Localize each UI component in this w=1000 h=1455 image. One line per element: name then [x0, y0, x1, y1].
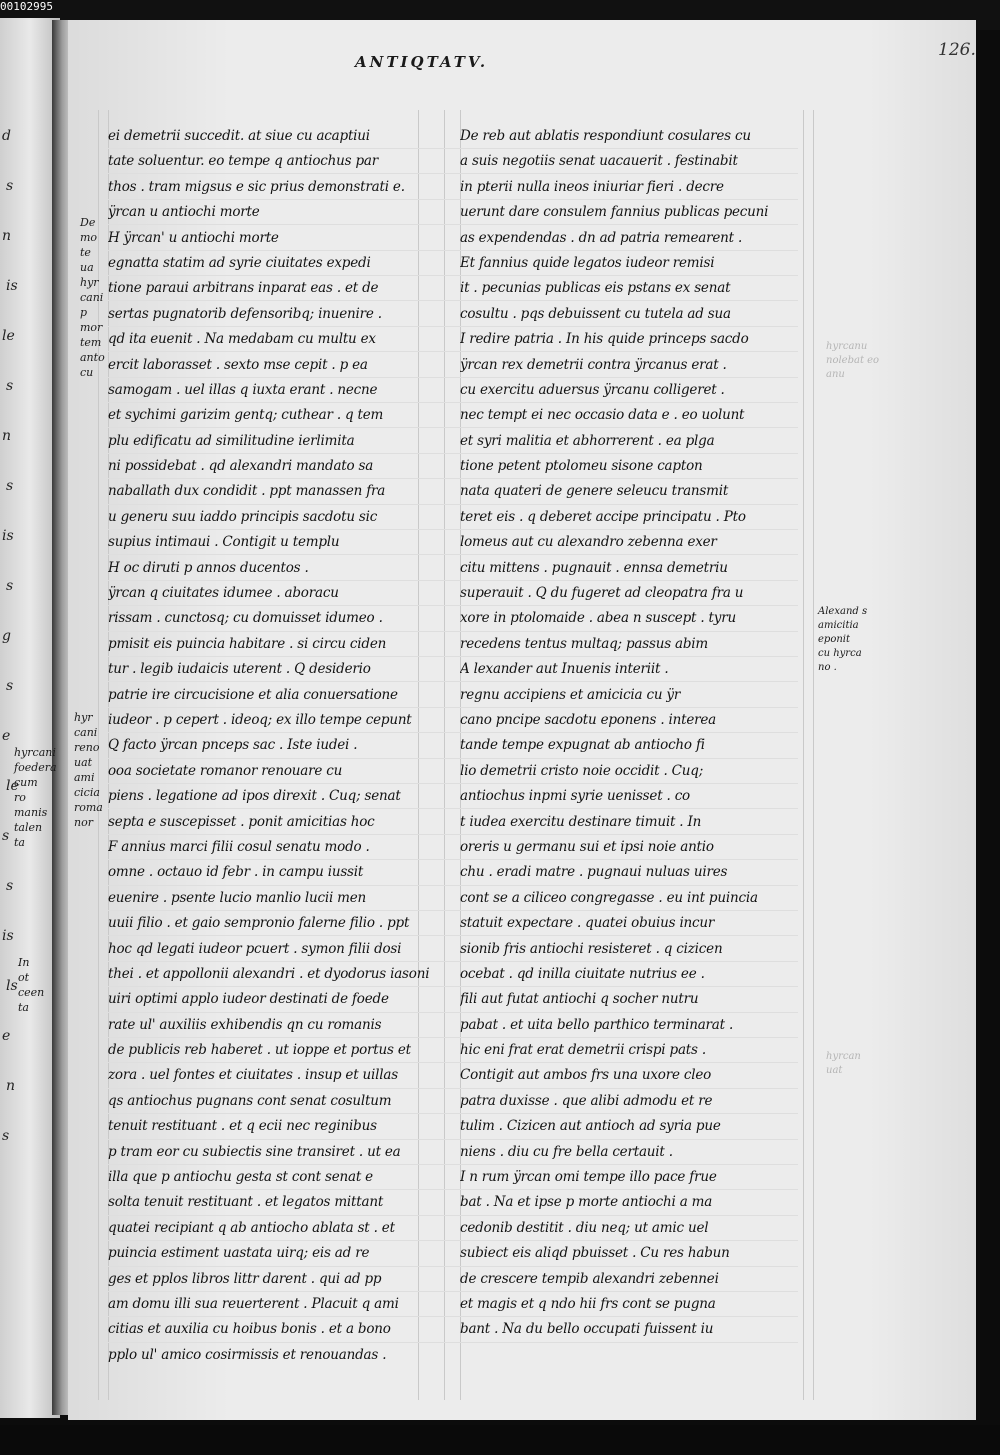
- marginal-note-faint-2: [826, 1050, 861, 1078]
- marginal-note-line: roma: [74, 801, 103, 814]
- text-line: H ÿrcan' u antiochi morte: [108, 229, 279, 246]
- text-line: p tram eor cu subiectis sine transiret . ut ea: [108, 1143, 401, 1160]
- text-line: plu edificatu ad similitudine ierlimita: [108, 432, 355, 449]
- marginal-note-line: ceen: [18, 986, 45, 999]
- text-line: thei . et appollonii alexandri . et dyodorus iasoni: [108, 965, 430, 982]
- text-line: niens . diu cu fre bella certauit .: [460, 1143, 673, 1160]
- marginal-note-line: te: [80, 246, 91, 259]
- text-line: rissam . cunctosq; cu domuisset idumeo .: [108, 610, 383, 627]
- left-page-fragment: s: [6, 178, 14, 194]
- marginal-note-line: manis: [14, 806, 48, 819]
- text-line: statuit expectare . quatei obuius incur: [460, 915, 715, 932]
- left-page-fragment: s: [6, 478, 14, 494]
- text-line: tione petent ptolomeu sisone capton: [460, 458, 703, 475]
- left-page-fragment: s: [2, 1128, 10, 1144]
- left-page-fragment: s: [6, 378, 14, 394]
- text-line: tenuit restituant . et q ecii nec reginibus: [108, 1118, 377, 1135]
- marginal-note-line: hyrcanu: [826, 341, 868, 352]
- left-page-fragment: s: [6, 578, 14, 594]
- text-line: rate ul' auxiliis exhibendis qn cu romanis: [108, 1016, 382, 1033]
- marginal-note-line: cu: [80, 366, 94, 379]
- left-page-fragment: s: [6, 678, 14, 694]
- text-line: ÿrcan q ciuitates idumee . aboracu: [108, 585, 339, 602]
- text-column-right: [460, 124, 800, 1343]
- text-line: lomeus aut cu alexandro zebenna exer: [460, 534, 717, 551]
- left-page-fragment: n: [6, 1078, 16, 1094]
- left-page-fragment: le: [2, 328, 15, 344]
- text-line: tione paraui arbitrans inparat eas . et de: [108, 280, 379, 297]
- text-line: t iudea exercitu destinare timuit . In: [460, 813, 702, 830]
- text-line: subiect eis aliqd pbuisset . Cu res habun: [460, 1245, 730, 1262]
- text-line: patrie ire circucisione et alia conuersatione: [108, 686, 398, 703]
- marginal-note-line: ta: [14, 836, 25, 849]
- text-line: et sychimi garizim gentq; cuthear . q tem: [108, 407, 384, 424]
- marginal-note-line: nolebat eo: [826, 355, 880, 366]
- text-line: Et fannius quide legatos iudeor remisi: [460, 254, 715, 271]
- text-line: et syri malitia et abhorrerent . ea plga: [460, 432, 715, 449]
- text-line: chu . eradi matre . pugnaui nuluas uires: [460, 864, 728, 881]
- text-line: nec tempt ei nec occasio data e . eo uolunt: [460, 407, 745, 424]
- text-line: euenire . psente lucio manlio lucii men: [108, 889, 367, 906]
- left-page-fragment: s: [2, 828, 10, 844]
- text-line: uerunt dare consulem fannius publicas pecuni: [460, 204, 769, 221]
- marginal-note-line: Alexand s: [818, 606, 868, 617]
- text-line: pmisit eis puincia habitare . si circu ciden: [108, 635, 387, 652]
- left-page-edge: [0, 18, 60, 1418]
- text-line: iudeor . p cepert . ideoq; ex illo tempe cepunt: [108, 711, 412, 728]
- text-line: cu exercitu aduersus ÿrcanu colligeret .: [460, 381, 725, 398]
- marginal-note-line: anto: [80, 351, 105, 364]
- left-page-fragment: s: [6, 878, 14, 894]
- text-line: F annius marci filii cosul senatu modo .: [108, 838, 370, 855]
- text-line: ocebat . qd inilla ciuitate nutrius ee .: [460, 965, 705, 982]
- marginal-note-line: De: [80, 216, 96, 229]
- text-line: illa que p antiochu gesta st cont senat e: [108, 1169, 373, 1186]
- left-page-note-1: [14, 745, 57, 850]
- marginal-note-line: uat: [826, 1065, 843, 1076]
- marginal-note-line: ami: [74, 771, 95, 784]
- marginal-note-line: anu: [826, 369, 845, 380]
- text-column-left: [108, 124, 438, 1368]
- left-page-fragment: le: [6, 778, 19, 794]
- marginal-note-line: cu hyrca: [818, 648, 862, 659]
- marginal-note-line: eponit: [818, 634, 850, 645]
- text-line: de crescere tempib alexandri zebennei: [460, 1270, 719, 1287]
- text-line: tulim . Cizicen aut antioch ad syria pue: [460, 1118, 721, 1135]
- text-line: de publicis reb haberet . ut ioppe et portus et: [108, 1042, 411, 1059]
- marginal-note-line: foedera: [14, 761, 57, 774]
- text-line: sertas pugnatorib defensoribq; inuenire .: [108, 305, 382, 322]
- text-line: qs antiochus pugnans cont senat cosultum: [108, 1092, 392, 1109]
- text-line: as expendendas . dn ad patria remearent .: [460, 229, 743, 246]
- ruling-line: [444, 110, 445, 1400]
- text-line: it . pecunias publicas eis pstans ex senat: [460, 280, 731, 297]
- text-line: quatei recipiant q ab antiocho ablata st . et: [108, 1219, 395, 1236]
- text-line: septa e suscepisset . ponit amicitias hoc: [108, 813, 375, 830]
- text-line: pplo ul' amico cosirmissis et renouandas .: [108, 1346, 387, 1363]
- left-page-fragment: g: [2, 628, 11, 644]
- left-page-fragment: d: [2, 128, 11, 144]
- text-line: qd ita euenit . Na medabam cu multu ex: [108, 331, 376, 348]
- marginal-note-line: nor: [74, 816, 93, 829]
- text-line: supius intimaui . Contigit u templu: [108, 534, 340, 551]
- left-page-fragment: is: [2, 928, 14, 944]
- text-line: I redire patria . In his quide princeps sacdo: [460, 331, 749, 348]
- text-line: sionib fris antiochi resisteret . q cizicen: [460, 940, 723, 957]
- text-line: teret eis . q deberet accipe principatu . Pto: [460, 508, 746, 525]
- left-page-fragment: n: [2, 228, 12, 244]
- marginal-note-faint: [826, 340, 879, 382]
- text-line: uuii filio . et gaio sempronio falerne filio . ppt: [108, 915, 410, 932]
- folio-number: 126.: [938, 40, 976, 60]
- text-line: fili aut futat antiochi q socher nutru: [460, 991, 699, 1008]
- text-line: egnatta statim ad syrie ciuitates expedi: [108, 254, 371, 271]
- marginal-note-line: hyr: [74, 711, 93, 724]
- text-line: regnu accipiens et amicicia cu ÿr: [460, 686, 681, 703]
- left-page-fragment: e: [2, 728, 11, 744]
- left-page-fragment: n: [2, 428, 12, 444]
- marginal-note-line: hyrcan: [826, 1051, 861, 1062]
- left-page-fragment: is: [2, 528, 14, 544]
- text-line: tande tempe expugnat ab antiocho fi: [460, 737, 705, 754]
- text-line: De reb aut ablatis respondiunt cosulares cu: [460, 128, 751, 144]
- text-line: antiochus inpmi syrie uenisset . co: [460, 788, 690, 805]
- text-line: samogam . uel illas q iuxta erant . necne: [108, 381, 378, 398]
- marginal-note-line: ro: [14, 791, 26, 804]
- text-line: cedonib destitit . diu neq; ut amic uel: [460, 1219, 709, 1236]
- marginal-note-left-2: [74, 710, 103, 830]
- text-line: citias et auxilia cu hoibus bonis . et a bono: [108, 1321, 391, 1338]
- marginal-note-left-1: [80, 215, 105, 380]
- text-line: puincia estiment uastata uirq; eis ad re: [108, 1245, 370, 1262]
- text-line: ÿrcan u antiochi morte: [108, 204, 260, 221]
- marginal-note-line: amicitia: [818, 620, 859, 631]
- text-line: pabat . et uita bello parthico terminarat .: [460, 1016, 734, 1033]
- marginal-note-line: cani: [74, 726, 98, 739]
- text-line: ercit laborasset . sexto mse cepit . p ea: [108, 356, 368, 373]
- marginal-note-line: mor: [80, 321, 103, 334]
- ruling-line: [813, 110, 814, 1400]
- text-line: ooa societate romanor renouare cu: [108, 762, 343, 779]
- text-line: I n rum ÿrcan omi tempe illo pace frue: [460, 1169, 717, 1186]
- left-page-fragment: ls: [6, 978, 18, 994]
- text-line: ei demetrii succedit. at siue cu acaptiui: [108, 128, 370, 144]
- scan-id-label: 00102995: [0, 0, 53, 13]
- text-line: ÿrcan rex demetrii contra ÿrcanus erat .: [460, 356, 727, 373]
- marginal-note-line: tem: [80, 336, 102, 349]
- marginal-note-line: cum: [14, 776, 38, 789]
- text-line: xore in ptolomaide . abea n suscept . tyru: [460, 610, 736, 627]
- text-line: tate soluentur. eo tempe q antiochus par: [108, 153, 379, 170]
- marginal-note-line: no .: [818, 662, 837, 673]
- text-line: lio demetrii cristo noie occidit . Cuq;: [460, 762, 704, 779]
- text-line: et magis et q ndo hii frs cont se pugna: [460, 1295, 716, 1312]
- marginal-note-line: ta: [18, 1001, 29, 1014]
- text-line: bat . Na et ipse p morte antiochi a ma: [460, 1194, 713, 1211]
- ruling-line: [803, 110, 804, 1400]
- marginal-note-line: In: [18, 956, 30, 969]
- text-line: tur . legib iudaicis uterent . Q desiderio: [108, 661, 371, 678]
- text-line: piens . legatione ad ipos direxit . Cuq; senat: [108, 788, 401, 805]
- text-line: a suis negotiis senat uacauerit . festinabit: [460, 153, 738, 170]
- text-line: cont se a ciliceo congregasse . eu int puincia: [460, 889, 758, 906]
- text-line: oreris u germanu sui et ipsi noie antio: [460, 838, 714, 855]
- scan-bottom-edge: [0, 1425, 1000, 1455]
- marginal-note-line: p: [80, 306, 88, 319]
- marginal-note-line: mo: [80, 231, 98, 244]
- text-line: solta tenuit restituant . et legatos mittant: [108, 1194, 384, 1211]
- text-line: uiri optimi applo iudeor destinati de foede: [108, 991, 389, 1008]
- text-line: zora . uel fontes et ciuitates . insup et uillas: [108, 1067, 398, 1084]
- text-line: cosultu . pqs debuissent cu tutela ad sua: [460, 305, 731, 322]
- left-page-fragment: e: [2, 1028, 11, 1044]
- running-head: ANTIQTATV.: [355, 53, 489, 71]
- marginal-note-line: ot: [18, 971, 30, 984]
- marginal-note-line: cani: [80, 291, 104, 304]
- marginal-note-line: hyrcani: [14, 746, 56, 759]
- text-line: superauit . Q du fugeret ad cleopatra fra u: [460, 585, 744, 602]
- text-line: thos . tram migsus e sic prius demonstrati e.: [108, 178, 405, 195]
- left-page-note-2: [18, 955, 44, 1015]
- marginal-note-line: uat: [74, 756, 93, 769]
- text-line: hoc qd legati iudeor pcuert . symon filii dosi: [108, 940, 402, 957]
- text-line: Q facto ÿrcan pnceps sac . Iste iudei .: [108, 737, 358, 754]
- text-line: am domu illi sua reuerterent . Placuit q ami: [108, 1295, 399, 1312]
- text-line: recedens tentus multaq; passus abim: [460, 635, 709, 652]
- text-line: nata quateri de genere seleucu transmit: [460, 483, 729, 500]
- marginal-note-line: talen: [14, 821, 43, 834]
- text-line: u generu suu iaddo principis sacdotu sic: [108, 508, 378, 525]
- text-line: A lexander aut Inuenis interiit .: [460, 661, 669, 678]
- marginal-note-line: reno: [74, 741, 100, 754]
- text-line: omne . octauo id febr . in campu iussit: [108, 864, 364, 881]
- text-line: ges et pplos libros littr darent . qui ad pp: [108, 1270, 382, 1287]
- text-line: citu mittens . pugnauit . ennsa demetriu: [460, 559, 728, 576]
- marginal-note-line: ua: [80, 261, 94, 274]
- text-line: naballath dux condidit . ppt manassen fra: [108, 483, 386, 500]
- marginal-note-line: cicia: [74, 786, 100, 799]
- text-line: bant . Na du bello occupati fuissent iu: [460, 1321, 714, 1338]
- text-line: H oc diruti p annos ducentos .: [108, 559, 309, 576]
- text-line: ni possidebat . qd alexandri mandato sa: [108, 458, 374, 475]
- text-line: Contigit aut ambos frs una uxore cleo: [460, 1067, 712, 1084]
- marginal-note-line: hyr: [80, 276, 99, 289]
- text-line: cano pncipe sacdotu eponens . interea: [460, 711, 717, 728]
- marginal-note-right: [818, 605, 867, 675]
- text-line: in pterii nulla ineos iniuriar fieri . decre: [460, 178, 724, 195]
- text-line: patra duxisse . que alibi admodu et re: [460, 1092, 713, 1109]
- left-page-fragment: is: [6, 278, 18, 294]
- text-line: hic eni frat erat demetrii crispi pats .: [460, 1042, 706, 1059]
